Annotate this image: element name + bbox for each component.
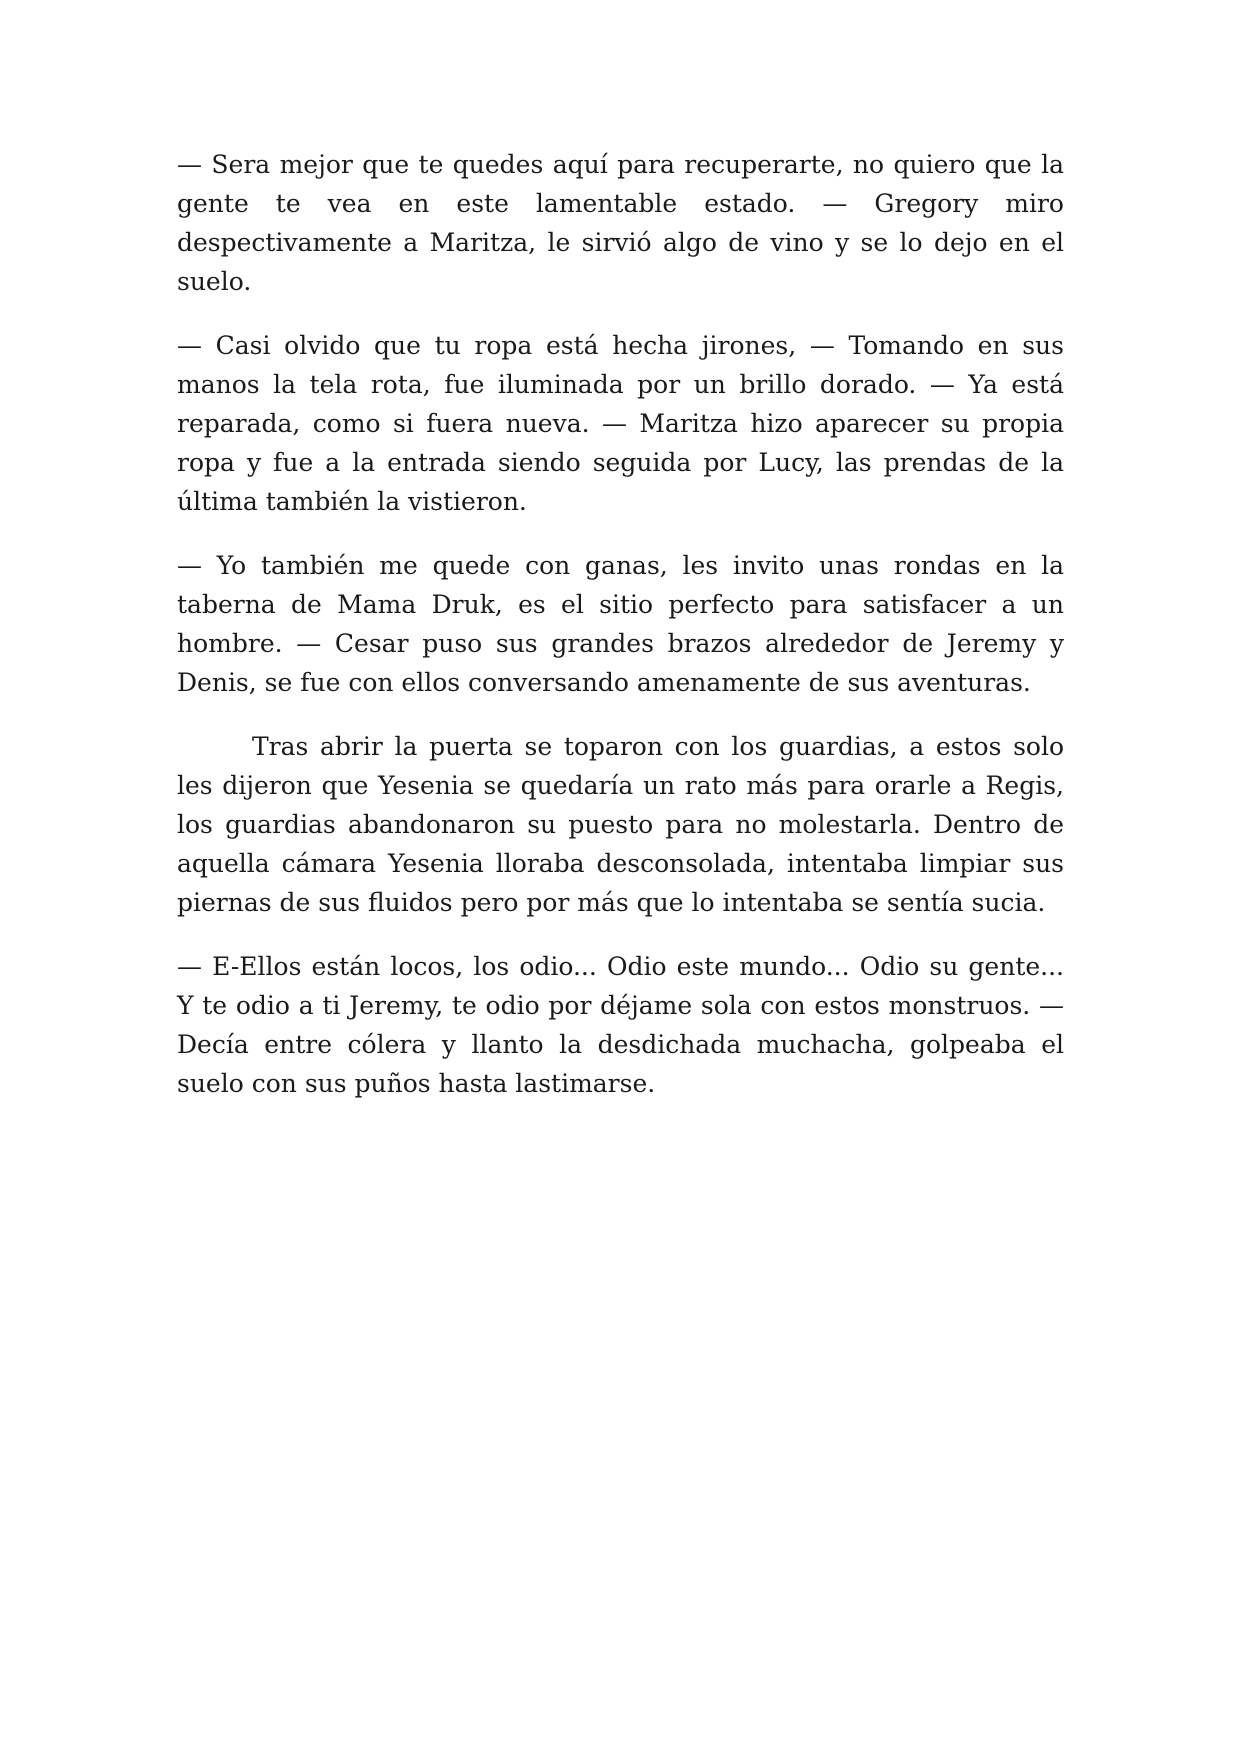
- paragraph-3: — Yo también me quede con ganas, les invito unas rondas en la taberna de Mama Druk, es el sitio perfecto para satisfacer a un hombre. — Cesar puso sus grandes brazos alrededor de Jeremy y Denis, se fue con ellos conversando amenamente de sus aventuras.: [177, 551, 1064, 697]
- paragraph-2: — Casi olvido que tu ropa está hecha jirones, — Tomando en sus manos la tela rota, fue iluminada por un brillo dorado. — Ya está reparada, como si fuera nueva. — Maritza hizo aparecer su propia ropa y fue a la entrada siendo seguida por Lucy, las prendas de la última también la vistieron.: [177, 331, 1064, 516]
- paragraph-4: Tras abrir la puerta se toparon con los guardias, a estos solo les dijeron que Yesenia se quedaría un rato más para orarle a Regis, los guardias abandonaron su puesto para no molestarla. Dentro de aquella cámara Yesenia lloraba desconsolada, intentaba limpiar sus piernas de sus fluidos pero por más que lo intentaba se sentía sucia.: [177, 732, 1064, 917]
- paragraph-1: — Sera mejor que te quedes aquí para recuperarte, no quiero que la gente te vea en este lamentable estado. — Gregory miro despectivamente a Maritza, le sirvió algo de vino y se lo dejo en el suelo.: [177, 150, 1064, 296]
- body-text: [177, 145, 1064, 1128]
- paragraph-5: — E-Ellos están locos, los odio... Odio este mundo... Odio su gente... Y te odio a ti Jeremy, te odio por déjame sola con estos monstruos. — Decía entre cólera y llanto la desdichada muchacha, golpeaba el suelo con sus puños hasta lastimarse.: [177, 952, 1064, 1098]
